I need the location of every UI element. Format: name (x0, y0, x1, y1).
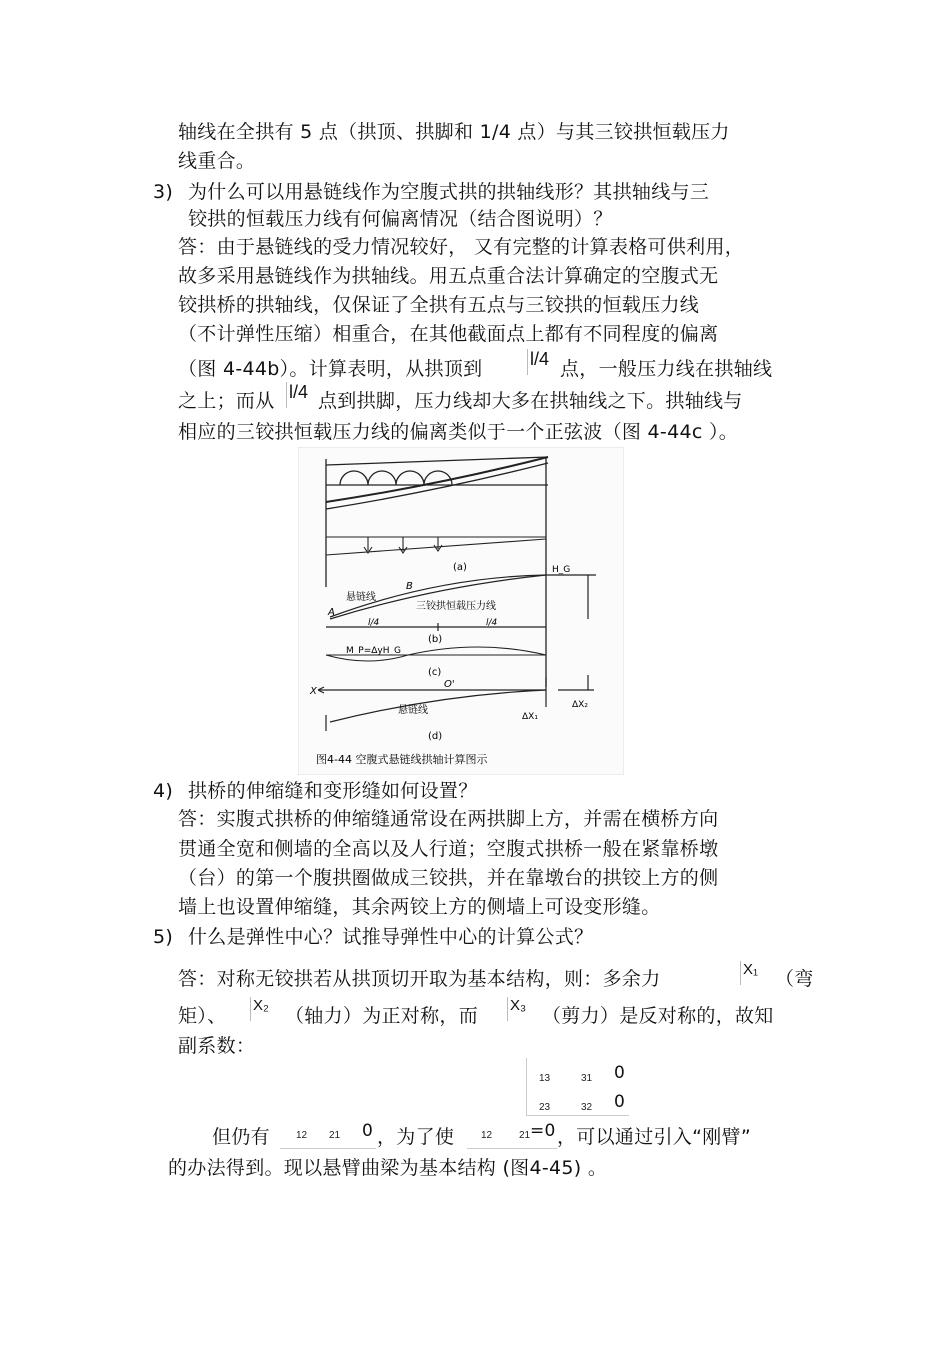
q3-question-line2: 铰拱的恒载压力线有何偏离情况（结合图说明）？ (188, 208, 613, 230)
label-x-axis: X (310, 686, 317, 697)
para1-line1: 轴线在全拱有 5 点（拱顶、拱脚和 1/4 点）与其三铰拱恒载压力 (178, 121, 730, 143)
q3-answer-line5b: 点，一般压力线在拱轴线 (560, 358, 773, 380)
label-pressure-line: 三铰拱恒载压力线 (416, 601, 496, 612)
q3-answer-line4: （不计弹性压缩）相重合，在其他截面点上都有不同程度的偏离 (178, 323, 719, 345)
figure-4-44 (298, 447, 624, 775)
q4-answer-line3: （台）的第一个腹拱圈做成三铰拱，并在靠墩台的拱铰上方的侧 (178, 867, 719, 889)
p1-text-c: ，可以通过引入“刚臂” (557, 1126, 751, 1148)
q5-answer-line2c: （剪力）是反对称的，故知 (542, 1005, 774, 1027)
inline-eq-equals-zero: =0 (530, 1121, 556, 1141)
inline-eq-zero: 0 (362, 1121, 374, 1141)
p1-text-b: ，为了使 (377, 1126, 455, 1148)
label-origin: O' (444, 679, 455, 690)
label-d: (d) (428, 731, 443, 742)
q4-question: 拱桥的伸缩缝和变形缝如何设置？ (188, 780, 478, 802)
q5-answer-line1b: （弯 (775, 968, 814, 990)
q5-question: 什么是弹性中心？试推导弹性中心的计算公式？ (188, 926, 594, 948)
q3-answer-line1: 答：由于悬链线的受力情况较好， 又有完整的计算表格可供利用， (178, 236, 745, 258)
quarter-left: l/4 (368, 618, 380, 628)
point-b: B (406, 581, 413, 592)
q3-number: 3) (153, 181, 174, 203)
q3-answer-line6a: 之上；而从 (178, 390, 275, 412)
q3-answer-line5a: （图 4-44b）。计算表明，从拱顶到 (178, 358, 483, 380)
q4-answer-line1: 答：实腹式拱桥的伸缩缝通常设在两拱脚上方，并需在横桥方向 (178, 808, 719, 830)
label-a: (a) (453, 562, 467, 573)
q4-number: 4) (153, 780, 174, 802)
delta-23: 23 (539, 1102, 551, 1113)
label-hg: H_G (552, 565, 571, 575)
q5-answer-line2b: （轴力）为正对称，而 (285, 1005, 479, 1027)
q3-answer-line6b: 点到拱脚，压力线却大多在拱轴线之下。拱轴线与 (318, 390, 743, 412)
p1-text-a: 但仍有 (212, 1126, 270, 1148)
q3-answer-line7: 相应的三铰拱恒载压力线的偏离类似于一个正弦波（图 4-44c ）。 (178, 421, 739, 443)
q5-number: 5) (153, 926, 174, 948)
q3-question-line1: 为什么可以用悬链线作为空腹式拱的拱轴线形？其拱轴线与三 (188, 181, 710, 203)
label-c: (c) (428, 667, 442, 678)
figure-drawing (298, 447, 624, 775)
label-catenary: 悬链线 (346, 592, 376, 603)
p2-text: 的办法得到。现以悬臂曲梁为基本结构 (图4-45) 。 (168, 1157, 608, 1179)
delta-13: 13 (539, 1073, 551, 1084)
q4-answer-line2: 贯通全宽和侧墙的全高以及人行道；空腹式拱桥一般在紧靠桥墩 (178, 838, 719, 860)
eq2-zero: 0 (614, 1092, 626, 1112)
q5-answer-line3: 副系数： (178, 1035, 256, 1057)
delta-21b: 21 (519, 1130, 531, 1141)
q5-answer-line2a: 矩）、 (178, 1005, 227, 1027)
quarter-fraction: l/4 (286, 382, 308, 408)
label-dx1: ΔX₁ (522, 712, 538, 722)
label-catenary-d: 悬链线 (398, 705, 428, 716)
label-moment: M_P=ΔyH_G (346, 646, 401, 656)
para1-line2: 线重合。 (178, 150, 256, 172)
delta-31: 31 (581, 1073, 593, 1084)
delta-32: 32 (581, 1102, 593, 1113)
figure-caption: 图4-44 空腹式悬链线拱轴计算图示 (316, 753, 488, 766)
delta-12: 12 (296, 1130, 308, 1141)
delta-21: 21 (329, 1130, 341, 1141)
q3-answer-line2: 故多采用悬链线作为拱轴线。用五点重合法计算确定的空腹式无 (178, 265, 719, 287)
point-a: A (328, 607, 335, 618)
eq1-zero: 0 (614, 1063, 626, 1083)
q5-answer-line1a: 答：对称无铰拱若从拱顶切开取为基本结构，则：多余力 (178, 968, 661, 990)
q3-answer-line3: 铰拱桥的拱轴线，仅保证了全拱有五点与三铰拱的恒载压力线 (178, 294, 700, 316)
quarter-fraction: l/4 (527, 349, 549, 375)
x3-symbol: X₃ (507, 997, 526, 1021)
quarter-right: l/4 (486, 618, 498, 628)
x1-symbol: X₁ (740, 961, 758, 985)
q4-answer-line4: 墙上也设置伸缩缝，其余两铰上方的侧墙上可设变形缝。 (178, 896, 661, 918)
label-b: (b) (428, 634, 443, 645)
x2-symbol: X₂ (250, 997, 269, 1021)
delta-12b: 12 (481, 1130, 493, 1141)
label-dx2: ΔX₂ (572, 700, 588, 710)
